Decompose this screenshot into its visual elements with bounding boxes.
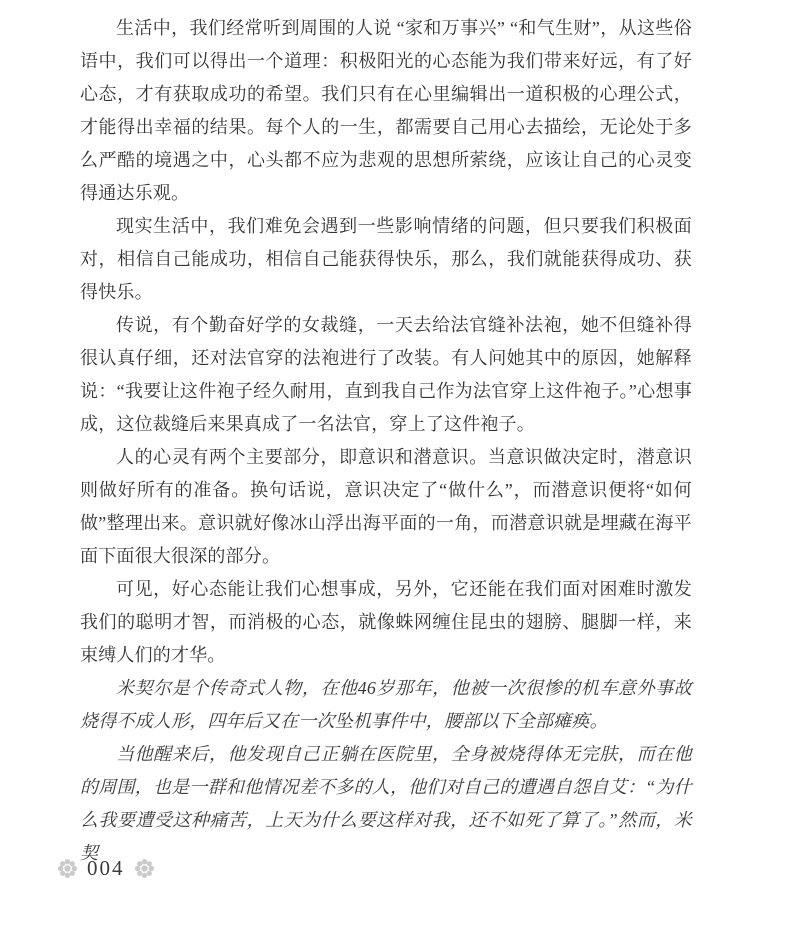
paragraph: 米契尔是个传奇式人物，在他46岁那年，他被一次很惨的机车意外事故烧得不成人形，四年后又在一次坠机事件中，腰部以下全部瘫痪。 — [80, 678, 692, 731]
text-block — [80, 12, 692, 870]
paragraph: 传说，有个勤奋好学的女裁缝，一天去给法官缝补法袍，她不但缝补得很认真仔细，还对法官穿的法袍进行了改装。有人问她其中的原因，她解释说：“我要让这件袍子经久耐用，直到我自己作为法官穿上这件袍子。”心想事成，这位裁缝后来果真成了一名法官，穿上了这件袍子。 — [80, 315, 692, 434]
page-number: 004 — [87, 856, 125, 880]
paragraph: 生活中，我们经常听到周围的人说 “家和万事兴” “和气生财”，从这些俗语中，我们可以得出一个道理：积极阳光的心态能为我们带来好远，有了好心态，才有获取成功的希望。我们只有在心里编辑出一道积极的心理公式，才能得出幸福的结果。每个人的一生，都需要自己用心去描绘，无论处于多么严酷的境遇之中，心头都不应为悲观的思想所萦绕，应该让自己的心灵变得通达乐观。 — [80, 18, 692, 203]
page-footer — [57, 858, 155, 879]
paragraph: 现实生活中，我们难免会遇到一些影响情绪的问题，但只要我们积极面对，相信自己能成功，相信自己能获得快乐，那么，我们就能获得成功、获得快乐。 — [80, 216, 692, 302]
paragraph: 当他醒来后，他发现自己正躺在医院里，全身被烧得体无完肤，而在他的周围，也是一群和他情况差不多的人，他们对自己的遭遇自怨自艾：“为什么我要遭受这种痛苦，上天为什么要这样对我，还不如死了算了。”然而，米契 — [80, 744, 692, 863]
paragraph: 可见，好心态能让我们心想事成，另外，它还能在我们面对困难时激发我们的聪明才智，而消极的心态，就像蛛网缠住昆虫的翅膀、腿脚一样，来束缚人们的才华。 — [80, 579, 692, 665]
flower-ornament-right — [134, 858, 155, 879]
flower-ornament-left — [57, 858, 78, 879]
paragraph: 人的心灵有两个主要部分，即意识和潜意识。当意识做决定时，潜意识则做好所有的准备。换句话说，意识决定了“做什么”，而潜意识便将“如何做”整理出来。意识就好像冰山浮出海平面的一角，而潜意识就是埋藏在海平面下面很大很深的部分。 — [80, 447, 692, 566]
